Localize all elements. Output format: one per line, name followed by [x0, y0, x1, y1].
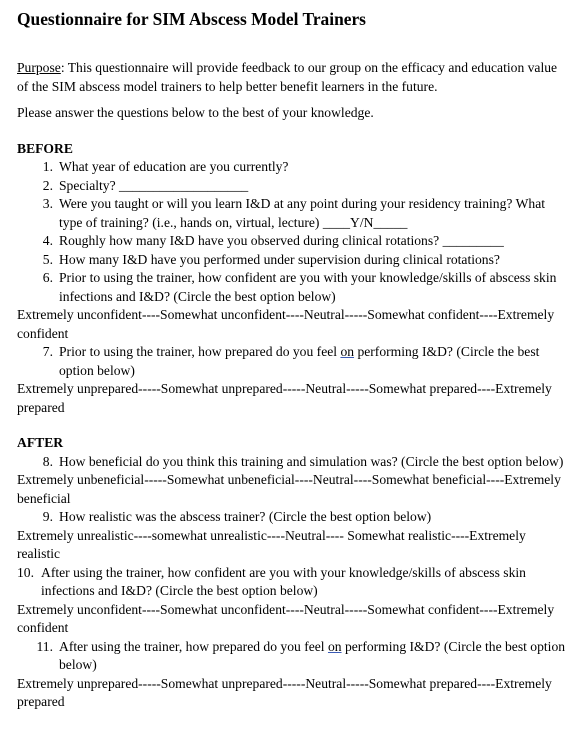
question-item-10	[17, 564, 569, 601]
question-number: 10.	[17, 564, 34, 580]
realistic-scale[interactable]: Extremely unrealistic----somewhat unrealistic----Neutral---- Somewhat realistic----Extremely realistic	[17, 527, 526, 561]
question-text: Were you taught or will you learn I&D at any point during your residency training? What type of training? (i.e., hands on, virtual, lecture) ____Y/N_____	[59, 196, 546, 230]
question-number: 5.	[42, 251, 53, 267]
question-number: 8.	[42, 453, 53, 469]
question-item-5	[17, 251, 569, 270]
preparedness-scale-after[interactable]: Extremely unprepared-----Somewhat unprepared-----Neutral-----Somewhat prepared----Extremely prepared	[17, 675, 552, 709]
question-number: 2.	[42, 177, 53, 193]
purpose-paragraph	[17, 59, 569, 96]
question-item-4	[17, 232, 569, 251]
confidence-scale-after[interactable]: Extremely unconfident----Somewhat unconfident----Neutral-----Somewhat confident----Extremely confident	[17, 601, 555, 635]
purpose-text: : This questionnaire will provide feedback to our group on the efficacy and education value of the SIM abscess model trainers to help better benefit learners in the future.	[17, 60, 558, 94]
after-heading: AFTER	[17, 435, 64, 450]
question-item-11	[17, 638, 569, 675]
document-page	[17, 8, 569, 712]
question-text: Prior to using the trainer, how confident are you with your knowledge/skills of abscess skin infections and I&D? (Circle the best option below)	[59, 270, 557, 304]
question-text: How many I&D have you performed under supervision during clinical rotations?	[59, 251, 500, 267]
question-item-2	[17, 177, 569, 196]
page-title: Questionnaire for SIM Abscess Model Trainers	[17, 9, 366, 29]
question-text-part: performing I&D? (Circle the best option below)	[59, 638, 566, 672]
question-text-on: on	[327, 638, 342, 654]
question-text	[59, 343, 569, 380]
question-text-on: on	[340, 344, 355, 359]
question-text: Specialty? ___________________	[59, 177, 249, 193]
confidence-scale-before[interactable]: Extremely unconfident----Somewhat unconfident----Neutral-----Somewhat confident----Extremely confident	[17, 307, 555, 341]
question-item-3	[17, 195, 569, 232]
question-text: How realistic was the abscess trainer? (Circle the best option below)	[59, 509, 432, 524]
question-text	[59, 638, 569, 675]
question-number: 4.	[42, 233, 53, 248]
question-text: How beneficial do you think this training and simulation was? (Circle the best option below)	[59, 453, 564, 469]
question-number: 6.	[42, 270, 53, 285]
question-text: What year of education are you currently?	[59, 159, 289, 174]
before-heading: BEFORE	[17, 140, 73, 156]
instructions-text: Please answer the questions below to the best of your knowledge.	[17, 105, 374, 120]
question-text: Roughly how many I&D have you observed during clinical rotations? _________	[59, 233, 504, 248]
beneficial-scale[interactable]: Extremely unbeneficial-----Somewhat unbeneficial----Neutral----Somewhat beneficial----Extremely beneficial	[17, 472, 561, 506]
purpose-label: Purpose	[17, 60, 61, 75]
question-number: 3.	[42, 196, 53, 211]
question-text-part: Prior to using the trainer, how prepared do you feel	[59, 344, 341, 359]
question-number: 11.	[36, 638, 53, 654]
question-item-8	[17, 453, 569, 472]
question-number: 9.	[42, 509, 53, 524]
question-text-part: performing I&D? (Circle the best option below)	[59, 344, 540, 378]
question-item-6	[17, 269, 569, 306]
preparedness-scale-before[interactable]: Extremely unprepared-----Somewhat unprepared-----Neutral-----Somewhat prepared----Extremely prepared	[17, 381, 552, 415]
question-item-7	[17, 343, 569, 380]
question-number: 1.	[42, 159, 53, 174]
question-item-9	[17, 508, 569, 527]
question-text-part: After using the trainer, how prepared do you feel	[59, 638, 328, 654]
question-item-1	[17, 158, 569, 177]
question-text: After using the trainer, how confident are you with your knowledge/skills of abscess skin infections and I&D? (Circle the best option below)	[41, 564, 526, 598]
question-number: 7.	[42, 344, 53, 359]
